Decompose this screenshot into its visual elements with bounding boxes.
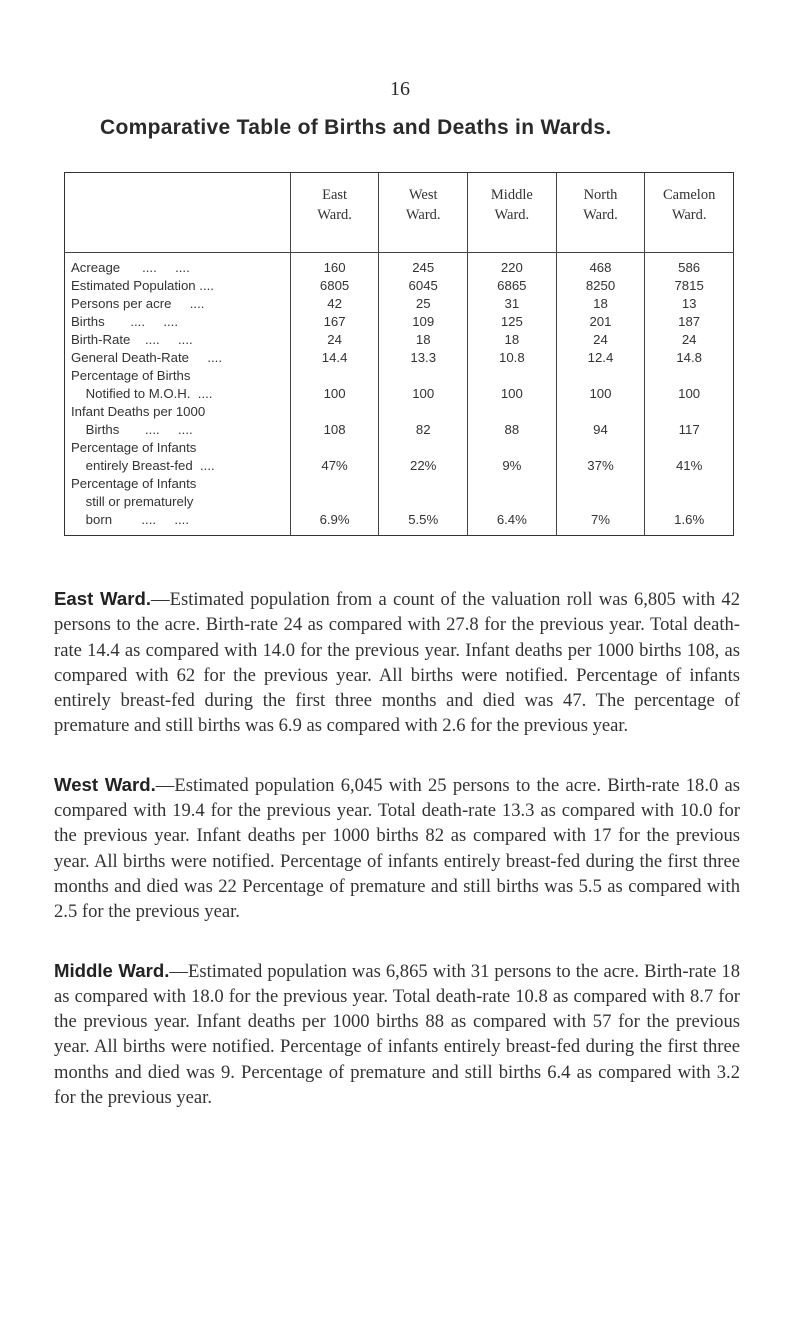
ward-text: —Estimated population from a count of the valuation roll was 6,805 with 42 persons to the acre. Birth-rate 24 as compared with 27.8 for the previous year. Total death-rate 14.4 as compared with 14.0 for the previous year. Infant deaths per 1000 births 108, as compared with 62 for the previous year. All births were notified. Percentage of infants entirely breast-fed during the first three months and died was 47. The percentage of premature and still births was 6.9 as compared with 2.6 for the previous year. [54, 589, 741, 737]
table-cell: 100 [290, 385, 379, 403]
column-header-camelon-ward [645, 173, 734, 253]
table-cell [468, 439, 557, 457]
table-cell: 125 [468, 313, 557, 331]
table-cell [556, 403, 645, 421]
table-cell: 82 [379, 421, 468, 439]
row-label: Percentage of Infants [65, 475, 291, 493]
row-label: Infant Deaths per 1000 [65, 403, 291, 421]
table-cell: 14.8 [645, 349, 734, 367]
table-cell [645, 367, 734, 385]
table-cell [290, 403, 379, 421]
ward-paragraph [54, 772, 740, 925]
column-header-line2: Ward. [405, 207, 441, 223]
table-row [65, 493, 734, 511]
table-cell: 47% [290, 457, 379, 475]
row-label: Percentage of Births [65, 367, 291, 385]
column-header-middle-ward [468, 173, 557, 253]
table-cell: 31 [468, 295, 557, 313]
row-label: General Death-Rate .... [65, 349, 291, 367]
table-row [65, 253, 734, 278]
ward-text: —Estimated population was 6,865 with 31 persons to the acre. Birth-rate 18 as compared with 18.0 for the previous year. Total death-rate 10.8 as compared with 8.7 for the previous year. Infant deaths per 1000 births 88 as compared with 57 for the previous year. All births were notified. Percentage of infants entirely breast-fed during the first three months and died was 9. Percentage of premature and still births 6.4 as compared with 3.2 for the previous year. [54, 960, 740, 1109]
table-cell: 14.4 [290, 349, 379, 367]
table-row [65, 277, 734, 295]
table-cell: 41% [645, 457, 734, 475]
column-header-line1: Camelon [662, 187, 716, 203]
table-cell: 18 [379, 331, 468, 349]
table-cell [645, 403, 734, 421]
table-cell: 6805 [290, 277, 379, 295]
table-row [65, 331, 734, 349]
table-cell: 24 [290, 331, 379, 349]
table-row [65, 385, 734, 403]
table-cell: 220 [468, 253, 557, 278]
table-cell [379, 439, 468, 457]
row-label: Percentage of Infants [65, 439, 291, 457]
table-cell: 1.6% [645, 511, 734, 536]
row-label: Persons per acre .... [65, 295, 291, 313]
table-cell: 88 [468, 421, 557, 439]
table-cell: 6.9% [290, 511, 379, 536]
table-cell: 245 [379, 253, 468, 278]
ward-heading: West Ward. [54, 773, 156, 795]
table-cell: 100 [468, 385, 557, 403]
table-cell [645, 493, 734, 511]
row-label: born .... .... [65, 511, 291, 536]
table-cell: 42 [290, 295, 379, 313]
table-cell: 100 [645, 385, 734, 403]
table-cell: 13.3 [379, 349, 468, 367]
table-cell: 6865 [468, 277, 557, 295]
table-cell: 37% [556, 457, 645, 475]
table-cell: 100 [379, 385, 468, 403]
table-row [65, 421, 734, 439]
table-row [65, 439, 734, 457]
table-cell: 24 [556, 331, 645, 349]
table-cell [556, 493, 645, 511]
table-cell [645, 439, 734, 457]
table-cell: 8250 [556, 277, 645, 295]
table-header [65, 173, 734, 253]
table-cell: 201 [556, 313, 645, 331]
table-row [65, 313, 734, 331]
column-header-line1: West [408, 187, 438, 203]
table-cell: 24 [645, 331, 734, 349]
table-row [65, 367, 734, 385]
ward-descriptions [54, 586, 740, 1143]
table-cell: 94 [556, 421, 645, 439]
table-cell: 586 [645, 253, 734, 278]
table-cell: 468 [556, 253, 645, 278]
table-header-row [65, 173, 734, 253]
column-header-line1: East [322, 187, 348, 203]
column-header-line2: Ward. [317, 207, 352, 223]
column-header-east-ward [290, 173, 379, 253]
table-cell: 100 [556, 385, 645, 403]
table-cell [468, 403, 557, 421]
table-cell [379, 367, 468, 385]
table-cell [290, 493, 379, 511]
table-cell: 7815 [645, 277, 734, 295]
table-cell [290, 475, 379, 493]
table-cell: 5.5% [379, 511, 468, 536]
table-cell: 6045 [379, 277, 468, 295]
table-row [65, 295, 734, 313]
table-cell [290, 367, 379, 385]
table-cell: 109 [379, 313, 468, 331]
row-label: Estimated Population .... [65, 277, 291, 295]
row-label: Births .... .... [65, 421, 291, 439]
column-header-line1: North [583, 187, 618, 203]
table-row [65, 511, 734, 536]
table-cell: 117 [645, 421, 734, 439]
table-cell: 187 [645, 313, 734, 331]
table-cell [379, 493, 468, 511]
table-cell: 18 [556, 295, 645, 313]
table-cell: 6.4% [468, 511, 557, 536]
table-cell: 7% [556, 511, 645, 536]
table-cell: 167 [290, 313, 379, 331]
row-label: entirely Breast-fed .... [65, 457, 291, 475]
table-cell: 108 [290, 421, 379, 439]
table-cell [379, 403, 468, 421]
table-body [65, 253, 734, 536]
row-label: Acreage .... .... [65, 253, 291, 278]
column-header-line2: Ward. [583, 207, 618, 223]
ward-text: —Estimated population 6,045 with 25 persons to the acre. Birth-rate 18.0 as compared with 19.4 for the previous year. Total death-rate 13.3 as compared with 10.0 for the previous year. Infant deaths per 1000 births 82 as compared with 17 for the previous year. All births were notified. Percentage of infants entirely breast-fed during the first three months and died was 22 Percentage of premature and still births was 5.5 as compared with 2.5 for the previous year. [54, 774, 740, 923]
table-row [65, 457, 734, 475]
ward-paragraph [54, 586, 740, 739]
column-header-line2: Ward. [671, 207, 707, 223]
table-cell [468, 493, 557, 511]
table-cell: 25 [379, 295, 468, 313]
page-title: Comparative Table of Births and Deaths in Wards. [100, 116, 612, 139]
table-row [65, 349, 734, 367]
column-header-west-ward [379, 173, 468, 253]
column-header-line2: Ward. [494, 207, 530, 223]
table-header-blank [65, 173, 291, 253]
table-cell [556, 475, 645, 493]
table-cell [290, 439, 379, 457]
table-cell [468, 475, 557, 493]
table-cell [556, 439, 645, 457]
row-label: Births .... .... [65, 313, 291, 331]
page-number: 16 [390, 78, 410, 100]
table-cell [645, 475, 734, 493]
row-label: Notified to M.O.H. .... [65, 385, 291, 403]
table-cell: 13 [645, 295, 734, 313]
table-cell: 12.4 [556, 349, 645, 367]
table-cell: 160 [290, 253, 379, 278]
table-cell: 18 [468, 331, 557, 349]
ward-heading: Middle Ward. [54, 959, 170, 981]
table-cell: 9% [468, 457, 557, 475]
table-row [65, 403, 734, 421]
table-cell [468, 367, 557, 385]
column-header-north-ward [556, 173, 645, 253]
table-cell: 22% [379, 457, 468, 475]
column-header-line1: Middle [490, 187, 533, 203]
row-label: still or prematurely [65, 493, 291, 511]
ward-heading: East Ward. [54, 588, 152, 609]
ward-paragraph [54, 958, 740, 1111]
row-label: Birth-Rate .... .... [65, 331, 291, 349]
table-row [65, 475, 734, 493]
comparative-table-container [64, 172, 734, 536]
comparative-table [64, 172, 734, 536]
table-cell [556, 367, 645, 385]
table-cell [379, 475, 468, 493]
table-cell: 10.8 [468, 349, 557, 367]
